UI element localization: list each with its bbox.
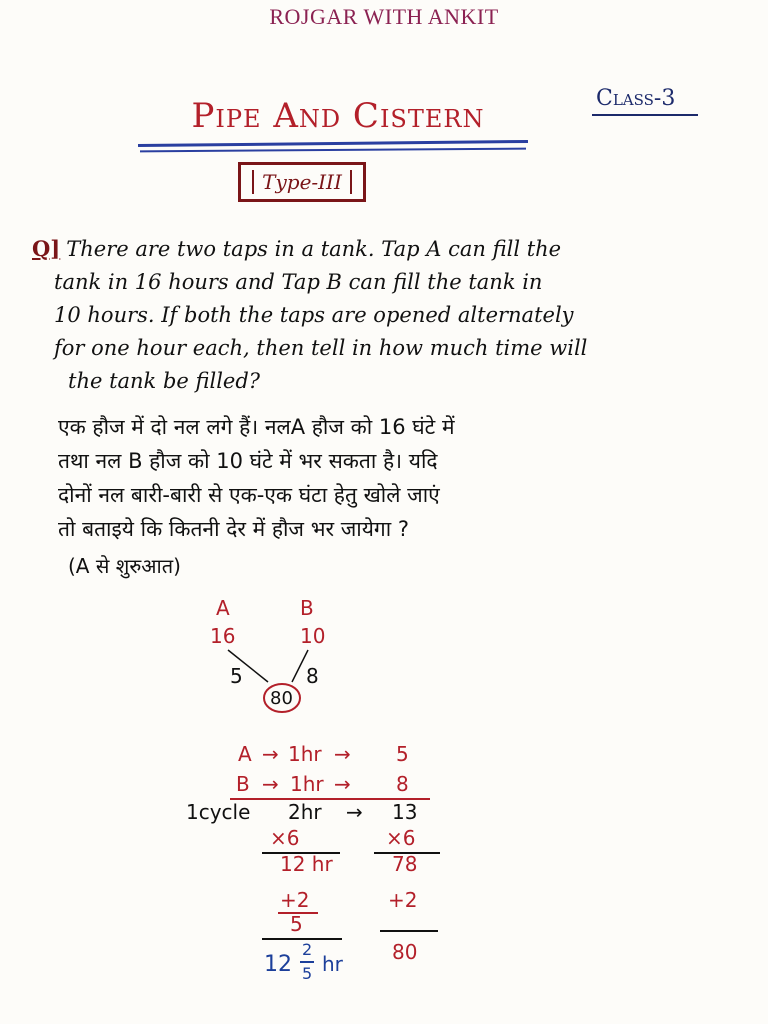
question-marker: Q] (32, 236, 61, 261)
start-note: (A से शुरुआत) (68, 554, 181, 578)
tap-a-time: 16 (210, 624, 236, 648)
type-label: Type-III (252, 170, 352, 194)
row-a-arrow-2: → (334, 742, 351, 766)
eff-b: 8 (306, 664, 319, 688)
row-b-arrow-2: → (334, 772, 351, 796)
hindi-line: तथा नल B हौज को 10 घंटे में भर सकता है। यदि (58, 449, 438, 473)
question-line: tank in 16 hours and Tap B can fill the tank in (54, 270, 543, 294)
subtotal-time: 12 hr (280, 852, 333, 876)
type-box (238, 162, 366, 202)
page-title: Pipe And Cistern (191, 96, 485, 136)
row-b-label: B (236, 772, 250, 796)
add-time-denominator: 5 (290, 912, 303, 936)
cycle-work: 13 (392, 800, 418, 824)
row-a-time: 1hr (288, 742, 322, 766)
lcm-total: 80 (270, 688, 293, 709)
question-line: 10 hours. If both the taps are opened alternately (54, 303, 574, 327)
question-english (32, 232, 732, 398)
class-underline (592, 114, 698, 116)
cycle-arrow: → (346, 800, 363, 824)
title-underline-second (140, 148, 526, 153)
subtotal-work: 78 (392, 852, 418, 876)
total-line-work (380, 930, 438, 932)
tap-b-label: B (300, 596, 314, 620)
multiplier-work: ×6 (386, 826, 416, 850)
hindi-line: दोनों नल बारी-बारी से एक-एक घंटा हेतु खोले जाएं (58, 483, 440, 507)
question-line: for one hour each, then tell in how much time will (54, 336, 588, 360)
question-line: the tank be filled? (68, 369, 261, 393)
title-underline (138, 140, 528, 147)
final-fraction-bar (300, 961, 314, 963)
final-time-numerator: 2 (302, 940, 313, 959)
class-label: Class-3 (596, 86, 676, 111)
hindi-line: तो बताइये कि कितनी देर में हौज भर जायेगा ? (58, 517, 410, 541)
hindi-line: एक हौज में दो नल लगे हैं। नलA हौज को 16 घंटे में (58, 415, 455, 439)
add-work: +2 (388, 888, 418, 912)
row-a-arrow: → (262, 742, 279, 766)
tap-b-time: 10 (300, 624, 326, 648)
row-b-time: 1hr (290, 772, 324, 796)
question-line-text: There are two taps in a tank. Tap A can fill the (66, 237, 562, 261)
tap-a-label: A (216, 596, 230, 620)
multiplier-time: ×6 (270, 826, 300, 850)
final-time-unit: hr (322, 952, 343, 976)
eff-a: 5 (230, 664, 243, 688)
row-a-label: A (238, 742, 252, 766)
row-b-work: 8 (396, 772, 409, 796)
row-a-work: 5 (396, 742, 409, 766)
row-b-arrow: → (262, 772, 279, 796)
question-line (32, 232, 732, 266)
final-time-whole: 12 (264, 952, 292, 977)
cycle-time: 2hr (288, 800, 322, 824)
add-time: +2 (280, 888, 310, 912)
final-work: 80 (392, 940, 418, 964)
cycle-label: 1cycle (186, 800, 251, 824)
brand-header: ROJGAR WITH ANKIT (269, 4, 499, 29)
question-hindi (58, 410, 718, 546)
final-time-denominator: 5 (302, 964, 313, 983)
